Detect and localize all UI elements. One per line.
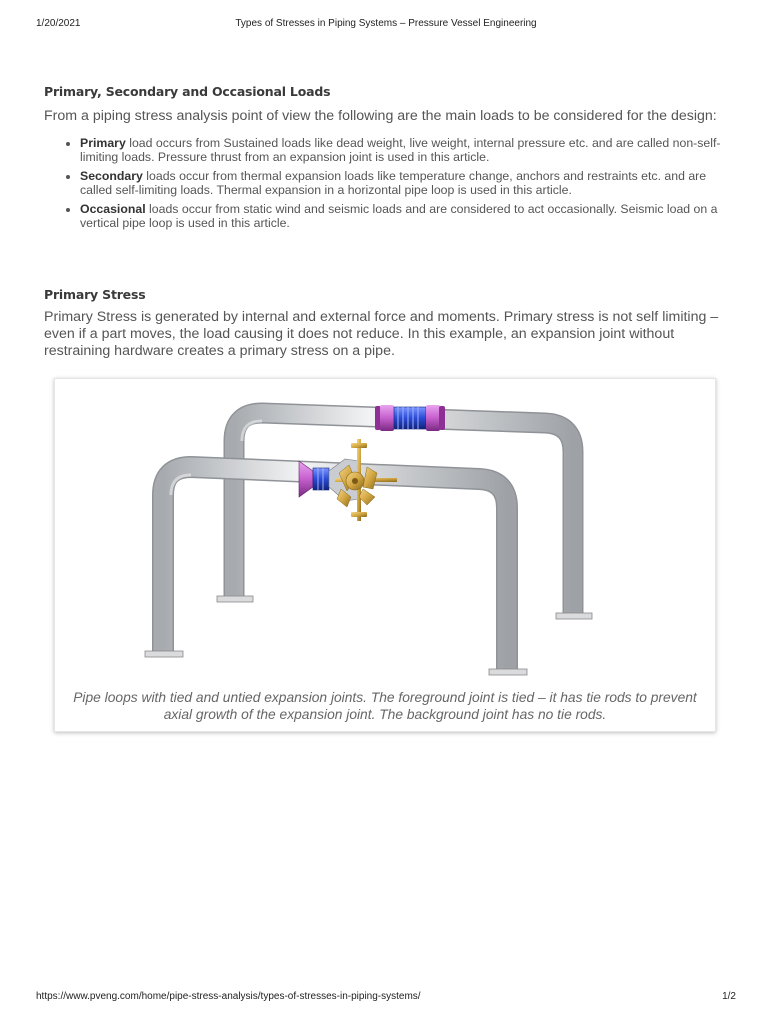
page-number: 1/2 xyxy=(722,991,736,1002)
loads-list xyxy=(44,136,724,230)
pipe-loops-illustration xyxy=(127,389,643,679)
list-item-primary xyxy=(80,136,724,164)
term-occasional: Occasional xyxy=(80,202,146,216)
untied-expansion-joint xyxy=(375,405,445,431)
desc-secondary: loads occur from thermal expansion loads like temperature change, anchors and restraints etc. and are called self-limiting loads. Thermal expansion in a horizontal pipe loop is used in this article. xyxy=(80,169,707,197)
foreground-pipe-loop xyxy=(145,467,527,675)
loads-intro: From a piping stress analysis point of view the following are the main loads to be considered for the design: xyxy=(44,108,717,124)
base-plate xyxy=(489,669,527,675)
section-heading-primary-stress: Primary Stress xyxy=(44,287,146,302)
primary-stress-text: Primary Stress is generated by internal and external force and moments. Primary stress is not self limiting – even if a part moves, the load causing it does not reduce. In this example, an expansion joint without restraining hardware creates a primary stress on a pipe. xyxy=(44,309,719,359)
figure-pipe-loops xyxy=(54,378,716,732)
section-heading-loads: Primary, Secondary and Occasional Loads xyxy=(44,84,331,99)
desc-occasional: loads occur from static wind and seismic loads and are considered to act occasionally. Seismic load on a vertical pipe loop is used in this article. xyxy=(80,202,718,230)
list-item-occasional xyxy=(80,202,724,230)
tied-expansion-joint xyxy=(299,439,397,521)
desc-primary: load occurs from Sustained loads like dead weight, live weight, internal pressure etc. and are called non-self-limiting loads. Pressure thrust from an expansion joint is used in this article. xyxy=(80,136,721,164)
figure-caption: Pipe loops with tied and untied expansion joints. The foreground joint is tied – it has tie rods to prevent axial growth of the expansion joint. The background joint has no tie rods. xyxy=(73,690,697,722)
section-loads xyxy=(44,84,724,235)
base-plate xyxy=(217,596,253,602)
list-item-secondary xyxy=(80,169,724,197)
print-date: 1/20/2021 xyxy=(36,18,81,29)
base-plate xyxy=(556,613,592,619)
base-plate xyxy=(145,651,183,657)
term-primary: Primary xyxy=(80,136,126,150)
print-url: https://www.pveng.com/home/pipe-stress-analysis/types-of-stresses-in-piping-systems/ xyxy=(36,991,421,1002)
term-secondary: Secondary xyxy=(80,169,143,183)
background-pipe-loop xyxy=(217,413,592,619)
print-page-title: Types of Stresses in Piping Systems – Pressure Vessel Engineering xyxy=(235,18,537,29)
